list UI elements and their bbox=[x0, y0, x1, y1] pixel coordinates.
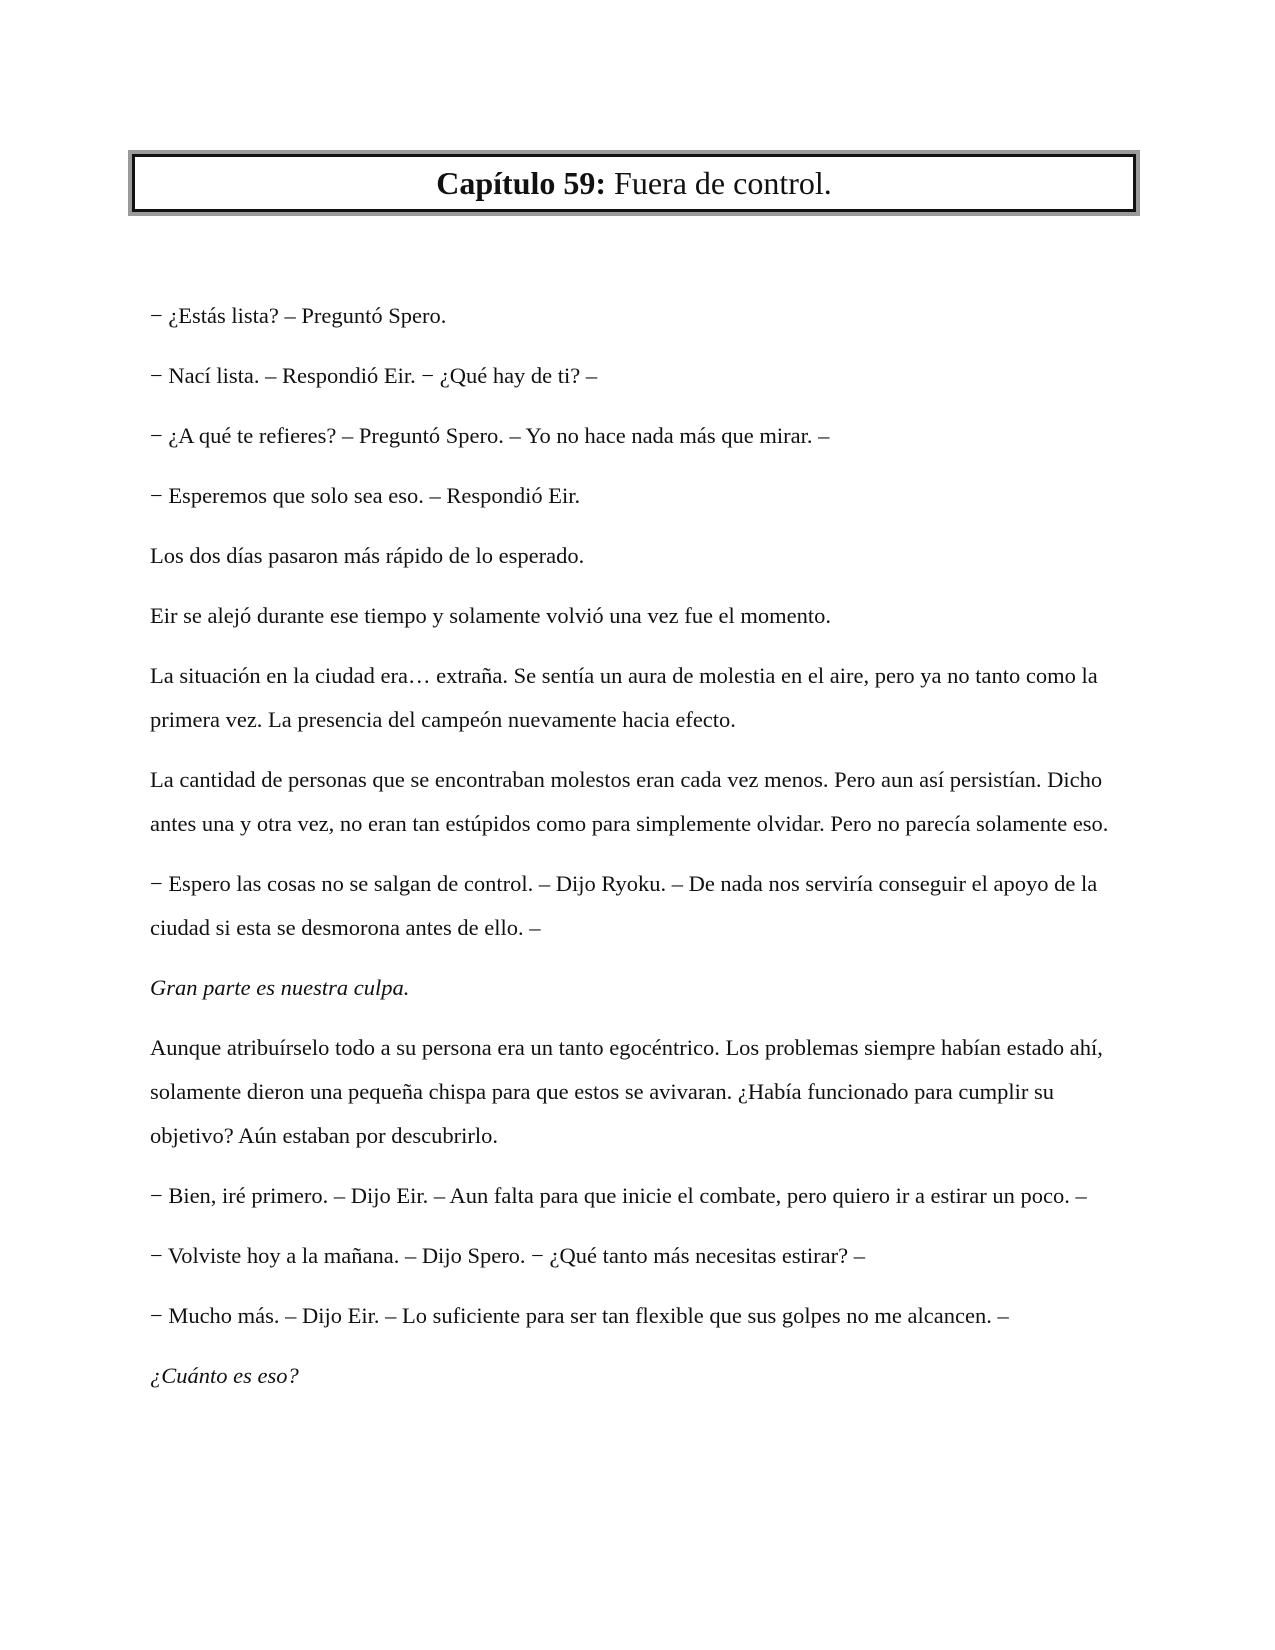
paragraph: − Bien, iré primero. – Dijo Eir. – Aun falta para que inicie el combate, pero quiero ir a estirar un poco. – bbox=[150, 1183, 1087, 1208]
chapter-label: Capítulo 59: bbox=[436, 165, 607, 201]
paragraph: − ¿A qué te refieres? – Preguntó Spero. – Yo no hace nada más que mirar. – bbox=[150, 423, 830, 448]
paragraph: Aunque atribuírselo todo a su persona era un tanto egocéntrico. Los problemas siempre habían estado ahí, solamente dieron una pequeña chispa para que estos se avivaran. ¿Había funcionado para cumplir su objetivo? Aún estaban por descubrirlo. bbox=[150, 1035, 1103, 1148]
paragraph: Gran parte es nuestra culpa. bbox=[150, 975, 410, 1000]
paragraph: La situación en la ciudad era… extraña. Se sentía un aura de molestia en el aire, pero ya no tanto como la primera vez. La presencia del campeón nuevamente hacia efecto. bbox=[150, 663, 1098, 732]
paragraph: − Mucho más. – Dijo Eir. – Lo suficiente para ser tan flexible que sus golpes no me alcancen. – bbox=[150, 1303, 1009, 1328]
paragraph: Los dos días pasaron más rápido de lo esperado. bbox=[150, 543, 585, 568]
paragraph: − Nací lista. – Respondió Eir. − ¿Qué hay de ti? – bbox=[150, 363, 598, 388]
chapter-title bbox=[132, 154, 1136, 212]
chapter-name: Fuera de control. bbox=[606, 165, 832, 201]
paragraph: ¿Cuánto es eso? bbox=[150, 1363, 299, 1388]
paragraph: Eir se alejó durante ese tiempo y solamente volvió una vez fue el momento. bbox=[150, 603, 832, 628]
chapter-title-frame bbox=[128, 150, 1140, 216]
paragraph: − Esperemos que solo sea eso. – Respondió Eir. bbox=[150, 483, 581, 508]
paragraph: − Espero las cosas no se salgan de control. – Dijo Ryoku. – De nada nos serviría conseguir el apoyo de la ciudad si esta se desmorona antes de ello. – bbox=[150, 871, 1098, 940]
paragraph: − ¿Estás lista? – Preguntó Spero. bbox=[150, 303, 447, 328]
paragraph: − Volviste hoy a la mañana. – Dijo Spero. − ¿Qué tanto más necesitas estirar? – bbox=[150, 1243, 865, 1268]
chapter-body bbox=[150, 294, 1135, 1414]
paragraph: La cantidad de personas que se encontraban molestos eran cada vez menos. Pero aun así persistían. Dicho antes una y otra vez, no eran tan estúpidos como para simplemente olvidar. Pero no parecía solamente eso. bbox=[150, 767, 1109, 836]
